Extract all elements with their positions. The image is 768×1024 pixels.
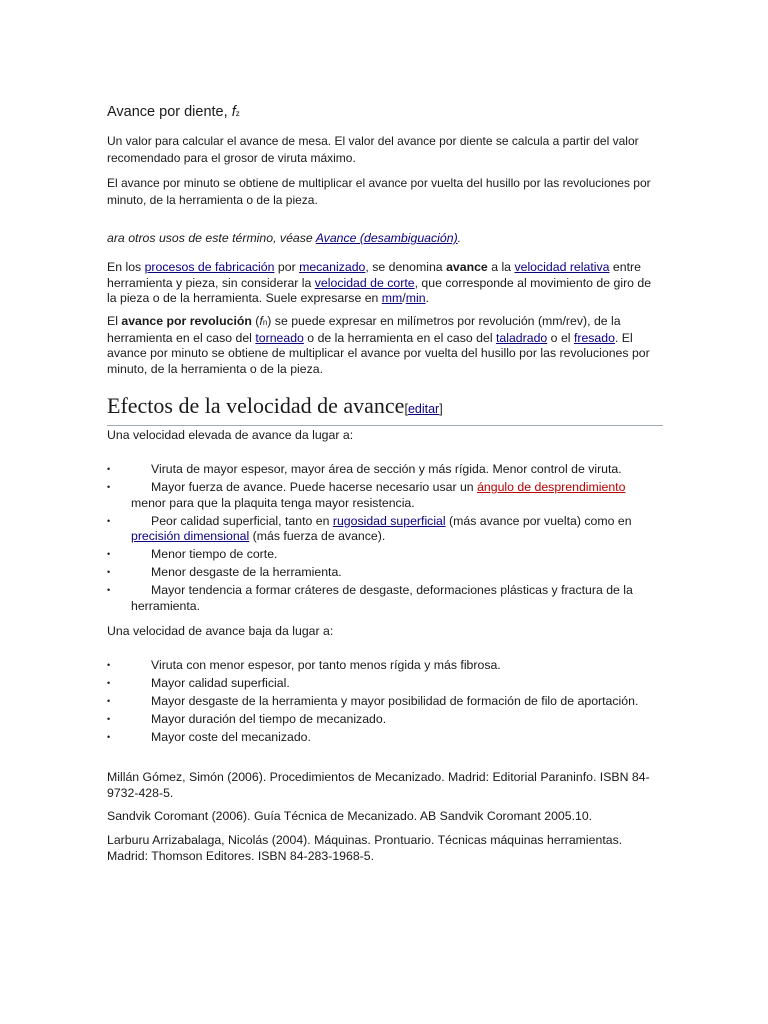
edit-link[interactable]: editar [407,402,440,416]
list-item: • Viruta con menor espesor, por tanto menos rígida y más fibrosa. [107,658,501,672]
reference-1: Millán Gómez, Simón (2006). Procedimientos de Mecanizado. Madrid: Editorial Paraninfo. ISBN 84-9732-428-5. [107,770,650,800]
link-mecanizado[interactable]: mecanizado [299,260,366,274]
list-item: • Mayor duración del tiempo de mecanizado. [107,712,387,726]
list-item: • Mayor fuerza de avance. Puede hacerse necesario usar un ángulo de desprendimiento menor para que la plaquita tenga mayor resistencia. [107,480,626,510]
low-feed-list [107,658,663,748]
link-velocidad-relativa[interactable]: velocidad relativa [514,260,610,274]
list-item: • Mayor calidad superficial. [107,676,290,690]
high-feed-list [107,462,663,617]
disambiguation-link[interactable]: Avance (desambiguación) [315,231,458,245]
reference-2: Sandvik Coromant (2006). Guía Técnica de Mecanizado. AB Sandvik Coromant 2005.10. [107,809,593,823]
hatnote: ara otros usos de este término, véase Avance (desambiguación). [107,231,462,245]
link-rugosidad-superficial[interactable]: rugosidad superficial [332,513,446,528]
link-torneado[interactable]: torneado [255,330,304,345]
intro-paragraph-1: Un valor para calcular el avance de mesa. El valor del avance por diente se calcula a partir del valor recomendado para el grosor de viruta máximo. [107,134,639,165]
list-item: • Menor tiempo de corte. [107,547,278,561]
link-taladrado[interactable]: taladrado [495,330,548,345]
intro-paragraph-2: El avance por minuto se obtiene de multiplicar el avance por vuelta del husillo por las revoluciones por minuto, de la herramienta o de la pieza. [107,176,651,207]
list-item: • Mayor coste del mecanizado. [107,730,311,744]
list-item: • Menor desgaste de la herramienta. [107,565,342,579]
list-item: • Peor calidad superficial, tanto en rugosidad superficial (más avance por vuelta) como en precisión dimensional (más fuerza de avance). [107,513,632,543]
section-heading: Efectos de la velocidad de avance[editar] [107,392,663,426]
edit-section: [editar] [404,402,443,416]
paragraph-avance-revolucion: El avance por revolución (fn) se puede expresar en milímetros por revolución (mm/rev), de la herramienta en el caso del torneado o de la herramienta en el caso del taladrado o el fresado. El avance por minuto se obtiene de multiplicar el avance por vuelta del husillo por las revoluciones por minuto, de la herramienta o de la pieza. [107,314,650,376]
link-angulo-desprendimiento[interactable]: ángulo de desprendimiento [477,480,626,494]
low-feed-intro: Una velocidad de avance baja da lugar a: [107,624,334,638]
link-fresado[interactable]: fresado [573,330,615,345]
reference-3: Larburu Arrizabalaga, Nicolás (2004). Máquinas. Prontuario. Técnicas máquinas herramientas. Madrid: Thomson Editores. ISBN 84-283-1968-5. [107,833,623,863]
link-precision-dimensional[interactable]: precisión dimensional [131,529,250,543]
link-velocidad-corte[interactable]: velocidad de corte [314,275,415,290]
intro-heading: Avance por diente, fz [107,104,240,120]
list-item: • Mayor tendencia a formar cráteres de desgaste, deformaciones plásticas y fractura de la herramienta. [107,583,633,613]
list-item: • Mayor desgaste de la herramienta y mayor posibilidad de formación de filo de aportación. [107,694,639,708]
list-item: • Viruta de mayor espesor, mayor área de sección y más rígida. Menor control de viruta. [107,462,622,476]
link-min[interactable]: min [405,291,426,305]
high-feed-intro: Una velocidad elevada de avance da lugar a: [107,428,354,442]
link-procesos-fabricacion[interactable]: procesos de fabricación [144,260,275,274]
paragraph-avance: En los procesos de fabricación por mecanizado, se denomina avance a la velocidad relativa entre herramienta y pieza, sin considerar la velocidad de corte, que corresponde al movimiento de giro de la pieza o de la herramienta. Suele expresarse en mm/min. [107,260,652,305]
link-mm[interactable]: mm [381,291,403,305]
